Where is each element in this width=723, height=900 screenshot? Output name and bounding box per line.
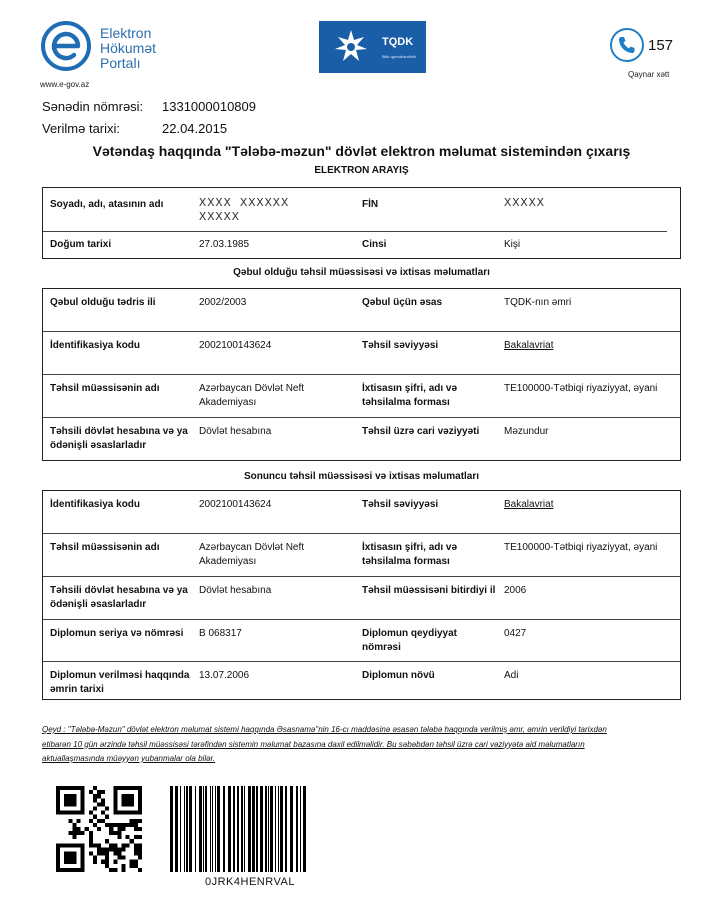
person-info-box: [42, 187, 681, 259]
field-value: B 068317: [199, 628, 242, 639]
table-row: [43, 418, 680, 460]
field-label: Təhsil üzrə cari vəziyyəti: [362, 426, 480, 437]
field-label: İdentifikasiya kodu: [50, 340, 141, 351]
field-label: Qəbul olduğu tədris ili: [50, 297, 156, 308]
field-label: Diplomun növü: [362, 670, 435, 681]
person-birth-row: [43, 231, 680, 258]
name-label: Soyadı, adı, atasının adı: [50, 199, 164, 210]
name-value-line: XXXXX: [199, 210, 241, 224]
tqdk-star-icon: [323, 28, 379, 66]
name-value: [199, 196, 349, 224]
birth-value: 27.03.1985: [199, 239, 250, 250]
education-level-link[interactable]: Bakalavriat: [504, 499, 554, 510]
field-value: Azərbaycan Dövlət Neft Akademiyası: [199, 383, 305, 408]
education-level-link[interactable]: Bakalavriat: [504, 340, 554, 351]
field-value: 0427: [504, 628, 527, 639]
field-value: TQDK-nın əmri: [504, 297, 572, 308]
field-label: İdentifikasiya kodu: [50, 499, 141, 510]
e-gov-logo: [40, 20, 170, 72]
legal-note: Qeyd : "Tələbə-Məzun" dövlət elektron məlumat sistemi haqqında Əsasnamə"nin 16-cı maddəsinə əsasən tələbə haqqında verilmiş əmr, əmrin verildiyi tarixdən etibarən 10 gün ərzində təhsil müəssisəsi tərəfindən sistemin məlumat bazasına daxil edilməlidir. Bu səbəbdən təhsil üzrə cari vəziyyətə aid məlumatların aktuallaşmasında müəyyən yubanmalar ola bilər.: [42, 725, 607, 763]
doc-number-label: Sənədin nömrəsi:: [42, 99, 144, 114]
gender-value: Kişi: [504, 239, 521, 250]
field-label: Qəbul üçün əsas: [362, 297, 443, 308]
field-value: Adi: [504, 670, 519, 681]
field-value: 2002100143624: [199, 340, 272, 351]
agency-tagline: Bilik qiymətləndirilir: [382, 54, 417, 59]
tqdk-logo: [319, 21, 426, 73]
field-value: 2006: [504, 585, 527, 596]
field-label: Təhsil müəssisənin adı: [50, 542, 160, 553]
document-title: Vətəndaş haqqında "Tələbə-məzun" dövlət elektron məlumat sistemindən çıxarış: [92, 143, 631, 159]
gender-label: Cinsi: [362, 239, 387, 250]
table-row: [43, 662, 680, 699]
field-label: Təhsili dövlət hesabına və ya ödənişli əsaslarladır: [50, 426, 188, 451]
barcode-text: 0JRK4HENRVAL: [205, 876, 295, 888]
hotline-button[interactable]: [610, 28, 644, 62]
agency-name: TQDK: [382, 36, 414, 48]
field-value: 2002/2003: [199, 297, 247, 308]
table-row: [43, 620, 680, 662]
field-value: Azərbaycan Dövlət Neft Akademiyası: [199, 542, 305, 567]
final-section-title: Sonuncu təhsil müəssisəsi və ixtisas məlumatları: [243, 471, 480, 482]
fin-label: FİN: [362, 199, 379, 210]
portal-name-line: Elektron: [100, 25, 152, 41]
field-value: 13.07.2006: [199, 670, 250, 681]
portal-name: [100, 26, 156, 71]
table-row: [43, 332, 680, 375]
admission-info-box: [42, 288, 681, 461]
issue-date-value: 22.04.2015: [162, 121, 228, 136]
e-gov-logo-icon: [40, 20, 96, 72]
qr-code-icon: [56, 786, 142, 872]
field-value: TE100000-Tətbiqi riyaziyyat, əyani: [504, 542, 658, 553]
field-label: Təhsili dövlət hesabına və ya ödənişli əsaslarladır: [50, 585, 188, 610]
barcode-icon: [170, 786, 310, 874]
doc-number-value: 1331000010809: [162, 99, 256, 114]
field-label: İxtisasın şifri, adı və təhsilalma forması: [362, 383, 458, 408]
field-value: Dövlət hesabına: [199, 426, 272, 437]
table-row: [43, 375, 680, 418]
name-value-line: XXXX XXXXXX: [199, 196, 290, 210]
portal-name-line: Portalı: [100, 55, 141, 71]
field-label: Təhsil müəssisəni bitirdiyi il: [362, 585, 496, 596]
birth-label: Doğum tarixi: [50, 239, 112, 250]
issue-date-label: Verilmə tarixi:: [42, 121, 121, 136]
portal-name-line: Hökumət: [100, 40, 157, 56]
field-value: Məzundur: [504, 426, 549, 437]
field-value: Dövlət hesabına: [199, 585, 272, 596]
field-value: 2002100143624: [199, 499, 272, 510]
phone-icon: [617, 35, 637, 55]
table-row: [43, 491, 680, 534]
field-label: Təhsil səviyyəsi: [362, 499, 439, 510]
field-label: Diplomun verilməsi haqqında əmrin tarixi: [50, 670, 190, 695]
person-name-row: [43, 188, 680, 231]
table-row: [43, 289, 680, 332]
field-value: TE100000-Tətbiqi riyaziyyat, əyani: [504, 383, 658, 394]
final-info-box: [42, 490, 681, 700]
table-row: [43, 534, 680, 577]
fin-value: XXXXX: [504, 196, 546, 210]
portal-url[interactable]: www.e-gov.az: [40, 80, 90, 89]
document-subtitle: ELEKTRON ARAYIŞ: [314, 165, 409, 176]
hotline-number: 157: [648, 37, 674, 54]
field-label: İxtisasın şifri, adı və təhsilalma forması: [362, 542, 458, 567]
hotline-label: Qaynar xətt: [628, 70, 670, 79]
field-label: Diplomun qeydiyyat nömrəsi: [362, 628, 458, 653]
table-row: [43, 577, 680, 620]
field-label: Diplomun seriya və nömrəsi: [50, 628, 184, 639]
admission-section-title: Qəbul olduğu təhsil müəssisəsi və ixtisas məlumatları: [233, 267, 490, 278]
field-label: Təhsil səviyyəsi: [362, 340, 439, 351]
field-label: Təhsil müəssisənin adı: [50, 383, 160, 394]
